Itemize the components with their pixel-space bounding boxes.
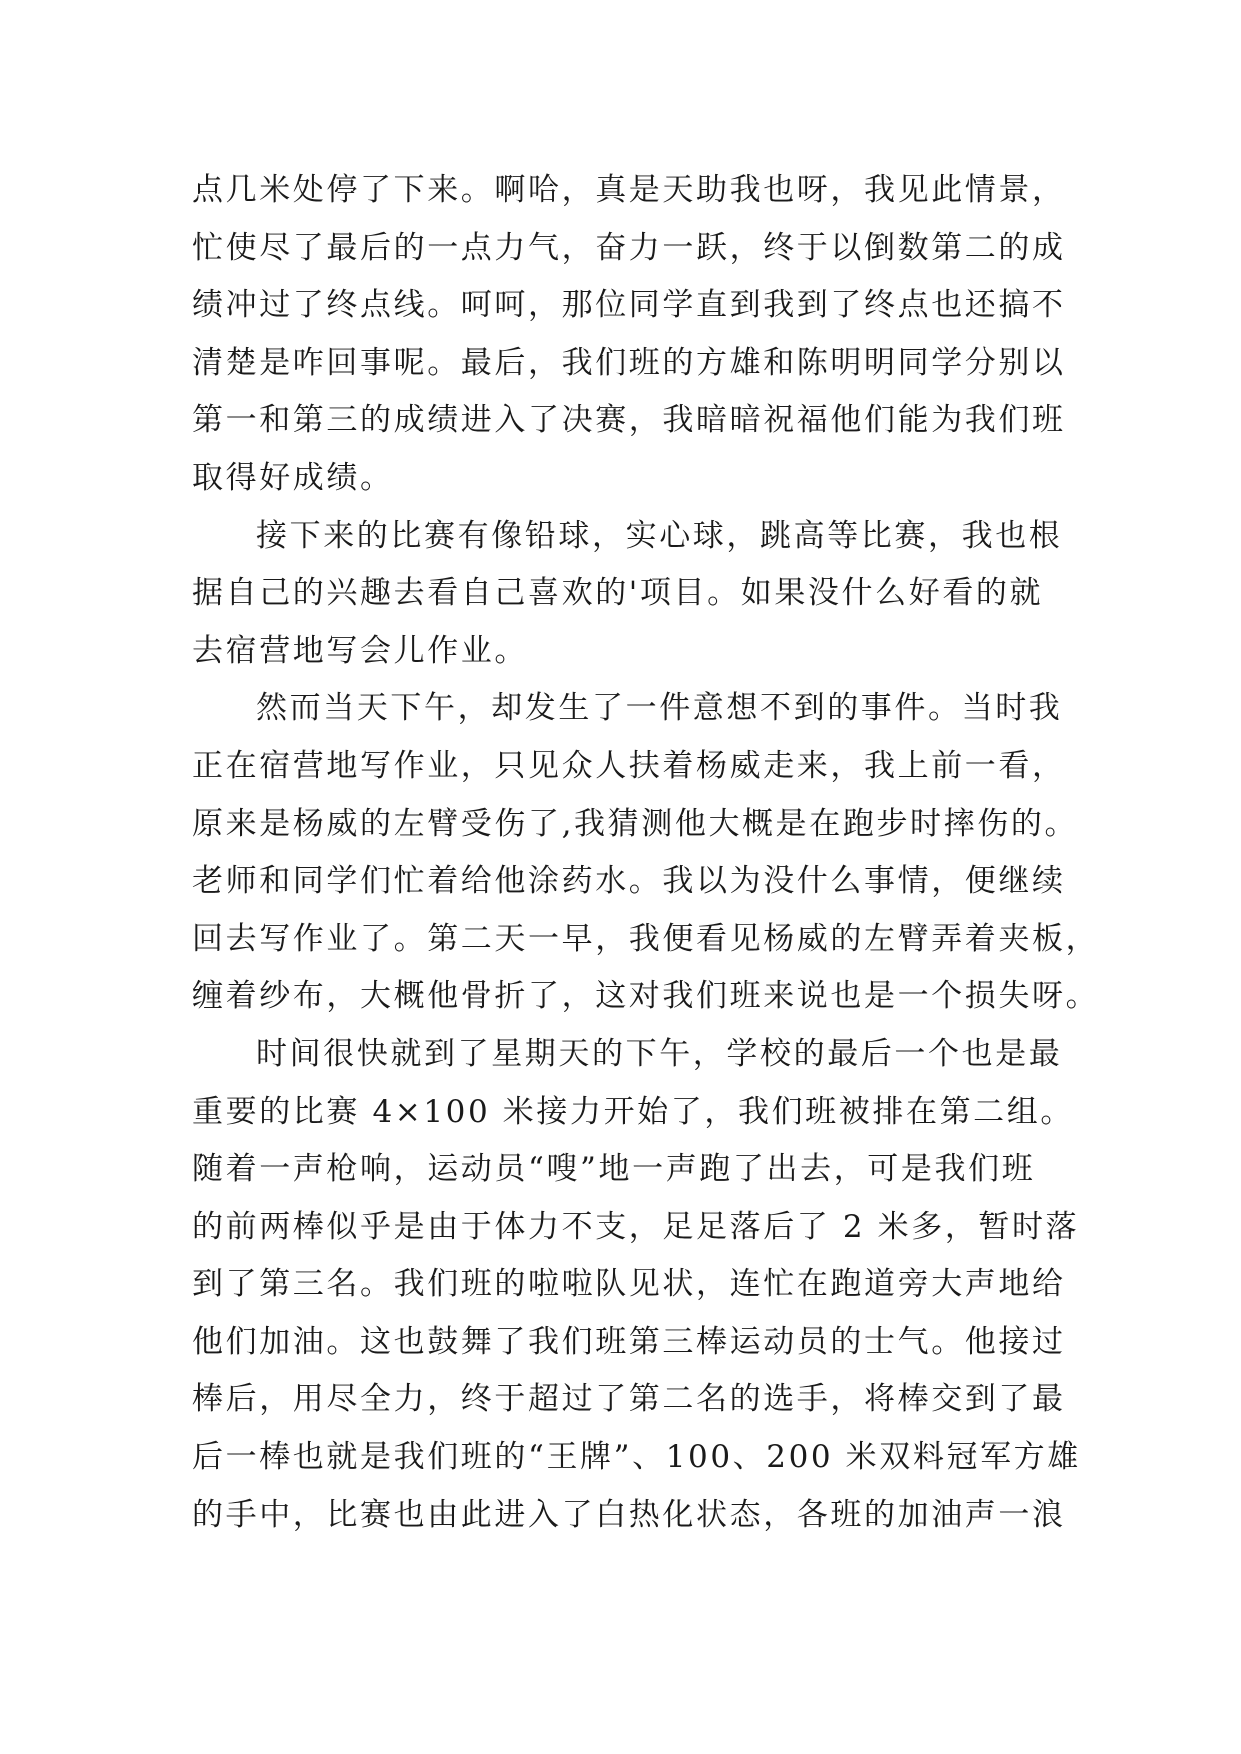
text-line: 的手中，比赛也由此进入了白热化状态，各班的加油声一浪: [192, 1496, 1066, 1533]
text-line: 据自己的兴趣去看自己喜欢的'项目。如果没什么好看的就: [192, 575, 1044, 612]
paragraph-first-line: 时间很快就到了星期天的下午，学校的最后一个也是最: [256, 1035, 1063, 1072]
text-line: 忙使尽了最后的一点力气，奋力一跃，终于以倒数第二的成: [192, 229, 1066, 266]
text-line: 原来是杨威的左臂受伤了,我猜测他大概是在跑步时摔伤的。: [192, 805, 1079, 842]
text-line: 后一棒也就是我们班的“王牌”、100、200 米双料冠军方雄: [192, 1439, 1081, 1476]
text-line: 老师和同学们忙着给他涂药水。我以为没什么事情，便继续: [192, 863, 1066, 900]
text-line: 棒后，用尽全力，终于超过了第二名的选手，将棒交到了最: [192, 1381, 1066, 1418]
text-line: 点几米处停了下来。啊哈，真是天助我也呀，我见此情景，: [192, 172, 1066, 208]
paragraph-first-line: 接下来的比赛有像铅球，实心球，跳高等比赛，我也根: [256, 517, 1063, 554]
paragraph-first-line: 然而当天下午，却发生了一件意想不到的事件。当时我: [256, 690, 1063, 727]
text-line: 第一和第三的成绩进入了决赛，我暗暗祝福他们能为我们班: [192, 402, 1066, 439]
text-line: 缠着纱布，大概他骨折了，这对我们班来说也是一个损失呀。: [192, 978, 1100, 1015]
text-line: 取得好成绩。: [192, 459, 394, 496]
text-line: 回去写作业了。第二天一早，我便看见杨威的左臂弄着夹板，: [192, 920, 1100, 957]
text-line: 的前两棒似乎是由于体力不支，足足落后了 2 米多，暂时落: [192, 1208, 1080, 1245]
text-line: 清楚是咋回事呢。最后，我们班的方雄和陈明明同学分别以: [192, 344, 1066, 381]
text-line: 绩冲过了终点线。呵呵，那位同学直到我到了终点也还搞不: [192, 287, 1066, 324]
text-line: 正在宿营地写作业，只见众人扶着杨威走来，我上前一看，: [192, 747, 1066, 784]
body-text: [192, 162, 1100, 1544]
text-line: 到了第三名。我们班的啦啦队见状，连忙在跑道旁大声地给: [192, 1266, 1066, 1303]
text-line: 重要的比赛 4×100 米接力开始了，我们班被排在第二组。: [192, 1093, 1074, 1130]
text-line: 随着一声枪响，运动员“嗖”地一声跑了出去，可是我们班: [192, 1151, 1036, 1188]
text-line: 他们加油。这也鼓舞了我们班第三棒运动员的士气。他接过: [192, 1323, 1066, 1360]
text-line: 去宿营地写会儿作业。: [192, 632, 528, 669]
